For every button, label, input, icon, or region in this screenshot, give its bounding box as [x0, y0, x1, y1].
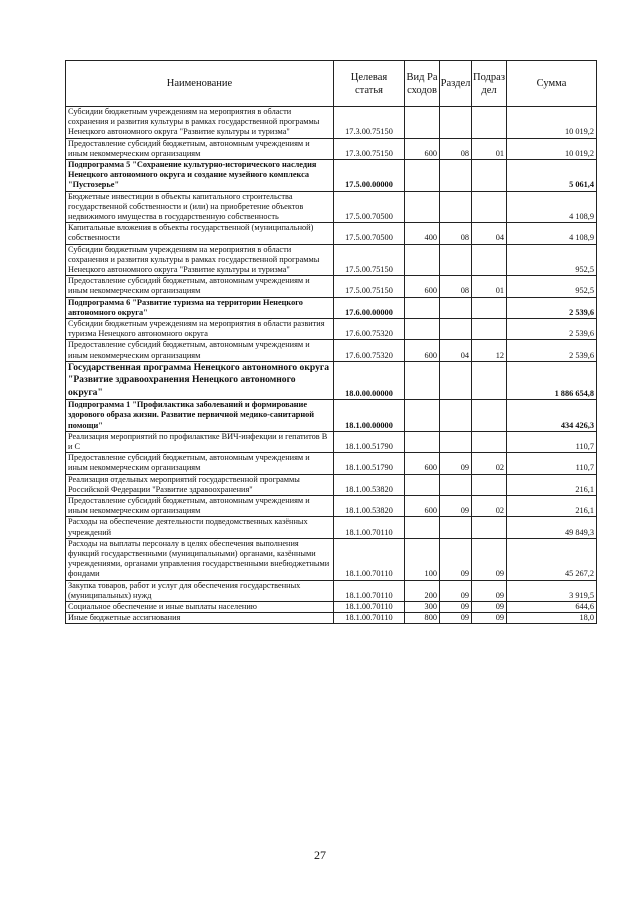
cell-subsection: [472, 474, 507, 495]
table-row: [66, 244, 597, 276]
budget-table: [65, 60, 597, 624]
cell-subsection: [472, 361, 507, 399]
cell-expense-type: 600: [405, 276, 440, 297]
cell-expense-type: [405, 474, 440, 495]
cell-subsection: [472, 319, 507, 340]
cell-sum: 2 539,6: [507, 340, 597, 361]
cell-expense-type: 600: [405, 453, 440, 474]
cell-subsection: 09: [472, 613, 507, 624]
cell-code: 17.5.00.00000: [334, 160, 405, 192]
cell-expense-type: 600: [405, 138, 440, 159]
table-row: [66, 495, 597, 516]
cell-sum: 49 849,3: [507, 517, 597, 538]
cell-code: 18.1.00.51790: [334, 431, 405, 452]
cell-section: [440, 244, 472, 276]
cell-section: 09: [440, 453, 472, 474]
cell-sum: 4 108,9: [507, 223, 597, 244]
table-row: [66, 297, 597, 318]
cell-sum: 2 539,6: [507, 319, 597, 340]
cell-sum: 10 019,2: [507, 107, 597, 139]
cell-code: 17.6.00.00000: [334, 297, 405, 318]
cell-code: 17.3.00.75150: [334, 138, 405, 159]
cell-subsection: 01: [472, 276, 507, 297]
cell-sum: 3 919,5: [507, 580, 597, 601]
cell-subsection: [472, 107, 507, 139]
cell-section: 09: [440, 538, 472, 580]
cell-sum: 2 539,6: [507, 297, 597, 318]
cell-expense-type: [405, 160, 440, 192]
cell-subsection: 02: [472, 453, 507, 474]
cell-section: 08: [440, 223, 472, 244]
cell-name: Подпрограмма 6 "Развитие туризма на территории Ненецкого автономного округа": [66, 297, 334, 318]
cell-expense-type: [405, 431, 440, 452]
cell-section: [440, 160, 472, 192]
cell-code: 18.1.00.70110: [334, 601, 405, 612]
cell-section: [440, 319, 472, 340]
header-sum: Сумма: [507, 61, 597, 107]
cell-subsection: [472, 297, 507, 318]
cell-sum: 952,5: [507, 244, 597, 276]
cell-name: Иные бюджетные ассигнования: [66, 613, 334, 624]
cell-sum: 952,5: [507, 276, 597, 297]
table-row: [66, 138, 597, 159]
cell-code: 17.5.00.75150: [334, 276, 405, 297]
cell-section: [440, 431, 472, 452]
cell-sum: 110,7: [507, 431, 597, 452]
cell-name: Социальное обеспечение и иные выплаты населению: [66, 601, 334, 612]
cell-section: [440, 297, 472, 318]
table-row: [66, 223, 597, 244]
cell-section: [440, 361, 472, 399]
table-row: [66, 474, 597, 495]
table-row: [66, 601, 597, 612]
cell-expense-type: [405, 191, 440, 223]
cell-subsection: [472, 244, 507, 276]
cell-expense-type: [405, 400, 440, 432]
cell-code: 18.1.00.70110: [334, 613, 405, 624]
table-row: [66, 340, 597, 361]
cell-name: Субсидии бюджетным учреждениям на мероприятия в области сохранения и развития культуры в рамках государственной программы Ненецкого автономного округа "Развитие культуры и туризма": [66, 244, 334, 276]
cell-name: Подпрограмма 1 "Профилактика заболеваний и формирование здорового образа жизни. Развитие первичной медико-санитарной помощи": [66, 400, 334, 432]
cell-name: Подпрограмма 5 "Сохранение культурно-исторического наследия Ненецкого автономного округа и создание музейного комплекса "Пустозерье": [66, 160, 334, 192]
cell-code: 18.1.00.53820: [334, 495, 405, 516]
cell-code: 18.1.00.53820: [334, 474, 405, 495]
table-row: [66, 361, 597, 399]
cell-name: Предоставление субсидий бюджетным, автономным учреждениям и иным некоммерческим организациям: [66, 276, 334, 297]
cell-expense-type: 600: [405, 495, 440, 516]
cell-sum: 434 426,3: [507, 400, 597, 432]
page-number: 27: [314, 848, 326, 862]
cell-sum: 644,6: [507, 601, 597, 612]
cell-sum: 10 019,2: [507, 138, 597, 159]
cell-code: 17.6.00.75320: [334, 319, 405, 340]
cell-name: Капитальные вложения в объекты государственной (муниципальной) собственности: [66, 223, 334, 244]
cell-name: Предоставление субсидий бюджетным, автономным учреждениям и иным некоммерческим организациям: [66, 495, 334, 516]
cell-subsection: [472, 517, 507, 538]
table-row: [66, 580, 597, 601]
cell-name: Субсидии бюджетным учреждениям на мероприятия в области сохранения и развития культуры в рамках государственной программы Ненецкого автономного округа "Развитие культуры и туризма": [66, 107, 334, 139]
cell-sum: 216,1: [507, 495, 597, 516]
cell-subsection: 12: [472, 340, 507, 361]
cell-sum: 1 886 654,8: [507, 361, 597, 399]
cell-subsection: 09: [472, 538, 507, 580]
cell-expense-type: 100: [405, 538, 440, 580]
cell-code: 17.3.00.75150: [334, 107, 405, 139]
cell-subsection: [472, 160, 507, 192]
cell-name: Закупка товаров, работ и услуг для обеспечения государственных (муниципальных) нужд: [66, 580, 334, 601]
table-header-row: [66, 61, 597, 107]
cell-name: Расходы на выплаты персоналу в целях обеспечения выполнения функций государственными (муниципальными) органами, казёнными учреждениями, органами управления государственными внебюджетными фондами: [66, 538, 334, 580]
cell-name: Реализация отдельных мероприятий государственной программы Российской Федерации "Развитие здравоохранения": [66, 474, 334, 495]
table-row: [66, 400, 597, 432]
table-row: [66, 453, 597, 474]
cell-expense-type: [405, 107, 440, 139]
cell-expense-type: 800: [405, 613, 440, 624]
cell-section: 08: [440, 138, 472, 159]
cell-expense-type: [405, 361, 440, 399]
cell-name: Реализация мероприятий по профилактике ВИЧ-инфекции и гепатитов В и С: [66, 431, 334, 452]
cell-expense-type: [405, 244, 440, 276]
cell-sum: 18,0: [507, 613, 597, 624]
table-row: [66, 191, 597, 223]
cell-code: 18.1.00.70110: [334, 538, 405, 580]
cell-subsection: 01: [472, 138, 507, 159]
header-code: Целевая статья: [334, 61, 405, 107]
cell-section: [440, 517, 472, 538]
cell-section: [440, 474, 472, 495]
cell-name: Бюджетные инвестиции в объекты капитального строительства государственной собственности и (или) на приобретение объектов недвижимого имущества в государственную собственность: [66, 191, 334, 223]
cell-subsection: [472, 431, 507, 452]
cell-expense-type: [405, 297, 440, 318]
cell-name: Предоставление субсидий бюджетным, автономным учреждениям и иным некоммерческим организациям: [66, 340, 334, 361]
cell-code: 18.0.00.00000: [334, 361, 405, 399]
cell-subsection: [472, 191, 507, 223]
cell-name: Предоставление субсидий бюджетным, автономным учреждениям и иным некоммерческим организациям: [66, 453, 334, 474]
cell-subsection: 09: [472, 601, 507, 612]
cell-expense-type: 300: [405, 601, 440, 612]
cell-section: 09: [440, 495, 472, 516]
cell-name: Субсидии бюджетным учреждениям на мероприятия в области развития туризма Ненецкого автономного округа: [66, 319, 334, 340]
cell-sum: 5 061,4: [507, 160, 597, 192]
cell-code: 18.1.00.70110: [334, 580, 405, 601]
header-subsection: Подраздел: [472, 61, 507, 107]
cell-section: 09: [440, 601, 472, 612]
cell-section: [440, 400, 472, 432]
table-row: [66, 538, 597, 580]
cell-section: 09: [440, 580, 472, 601]
cell-expense-type: [405, 517, 440, 538]
cell-name: Расходы на обеспечение деятельности подведомственных казённых учреждений: [66, 517, 334, 538]
cell-code: 17.5.00.75150: [334, 244, 405, 276]
cell-expense-type: [405, 319, 440, 340]
header-section: Раздел: [440, 61, 472, 107]
header-expense-type: Вид Расходов: [405, 61, 440, 107]
cell-expense-type: 400: [405, 223, 440, 244]
table-row: [66, 319, 597, 340]
cell-section: [440, 191, 472, 223]
cell-code: 17.5.00.70500: [334, 223, 405, 244]
cell-sum: 110,7: [507, 453, 597, 474]
table-row: [66, 613, 597, 624]
cell-sum: 4 108,9: [507, 191, 597, 223]
cell-expense-type: 600: [405, 340, 440, 361]
cell-subsection: 04: [472, 223, 507, 244]
cell-sum: 45 267,2: [507, 538, 597, 580]
cell-subsection: [472, 400, 507, 432]
table-row: [66, 431, 597, 452]
cell-name: Государственная программа Ненецкого автономного округа "Развитие здравоохранения Ненецкого автономного округа": [66, 361, 334, 399]
table-row: [66, 517, 597, 538]
cell-code: 17.5.00.70500: [334, 191, 405, 223]
cell-section: 08: [440, 276, 472, 297]
cell-section: 04: [440, 340, 472, 361]
header-name: Наименование: [66, 61, 334, 107]
cell-code: 18.1.00.51790: [334, 453, 405, 474]
cell-code: 18.1.00.00000: [334, 400, 405, 432]
cell-expense-type: 200: [405, 580, 440, 601]
table-row: [66, 160, 597, 192]
table-body: [66, 107, 597, 624]
cell-subsection: 09: [472, 580, 507, 601]
cell-code: 18.1.00.70110: [334, 517, 405, 538]
cell-code: 17.6.00.75320: [334, 340, 405, 361]
cell-name: Предоставление субсидий бюджетным, автономным учреждениям и иным некоммерческим организациям: [66, 138, 334, 159]
table-row: [66, 276, 597, 297]
cell-section: [440, 107, 472, 139]
cell-section: 09: [440, 613, 472, 624]
cell-subsection: 02: [472, 495, 507, 516]
table-row: [66, 107, 597, 139]
cell-sum: 216,1: [507, 474, 597, 495]
